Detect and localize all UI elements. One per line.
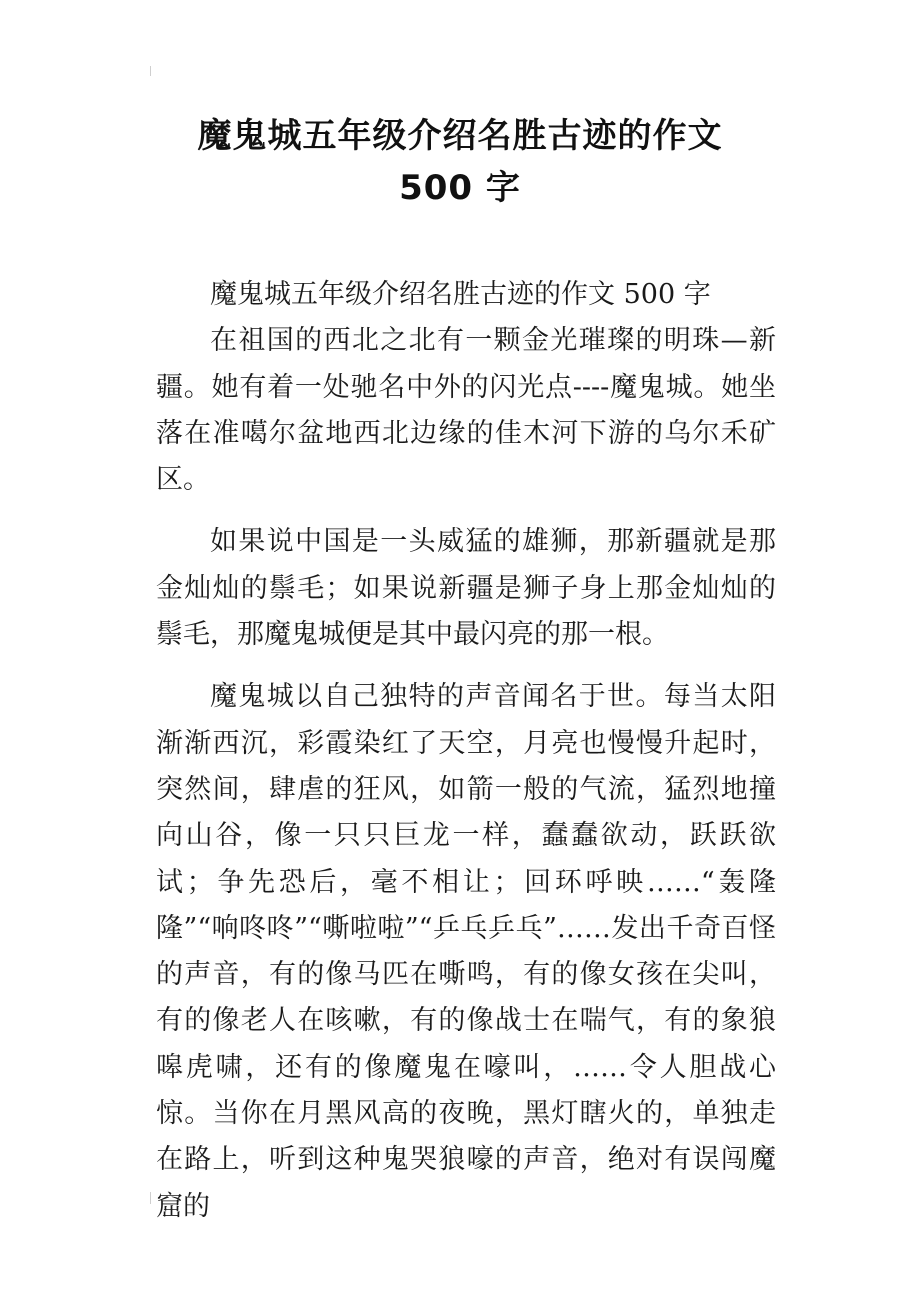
paragraph-subtitle: 魔鬼城五年级介绍名胜古迹的作文 500 字 [210, 279, 711, 310]
title-line-1: 魔鬼城五年级介绍名胜古迹的作文 [197, 116, 723, 156]
document-body [156, 272, 776, 1230]
paragraph-intro: 在祖国的西北之北有一颗金光璀璨的明珠—新疆。她有着一处驰名中外的闪光点----魔鬼城。她坐落在准噶尔盆地西北边缘的佳木河下游的乌尔禾矿区。 [156, 325, 776, 496]
crop-mark-bottom [150, 1192, 159, 1204]
crop-mark-top [150, 66, 159, 76]
paragraph-sounds: 魔鬼城以自己独特的声音闻名于世。每当太阳渐渐西沉，彩霞染红了天空，月亮也慢慢升起时，突然间，肆虐的狂风，如箭一般的气流，猛烈地撞向山谷，像一只只巨龙一样，蠢蠢欲动，跃跃欲试；争先恐后，毫不相让；回环呼映……“轰隆隆”“响咚咚”“嘶啦啦”“乒乓乒乓”……发出千奇百怪的声音，有的像马匹在嘶鸣，有的像女孩在尖叫，有的像老人在咳嗽，有的像战士在喘气，有的象狼嗥虎啸，还有的像魔鬼在嚎叫，……令人胆战心惊。当你在月黑风高的夜晚，黑灯瞎火的，单独走在路上，听到这种鬼哭狼嚎的声音，绝对有误闯魔窟的 [156, 681, 776, 1222]
paragraph-metaphor: 如果说中国是一头威猛的雄狮，那新疆就是那金灿灿的鬃毛；如果说新疆是狮子身上那金灿灿的鬃毛，那魔鬼城便是其中最闪亮的那一根。 [156, 526, 776, 651]
title-line-2: 500 字 [399, 168, 521, 208]
document-title [80, 110, 840, 214]
